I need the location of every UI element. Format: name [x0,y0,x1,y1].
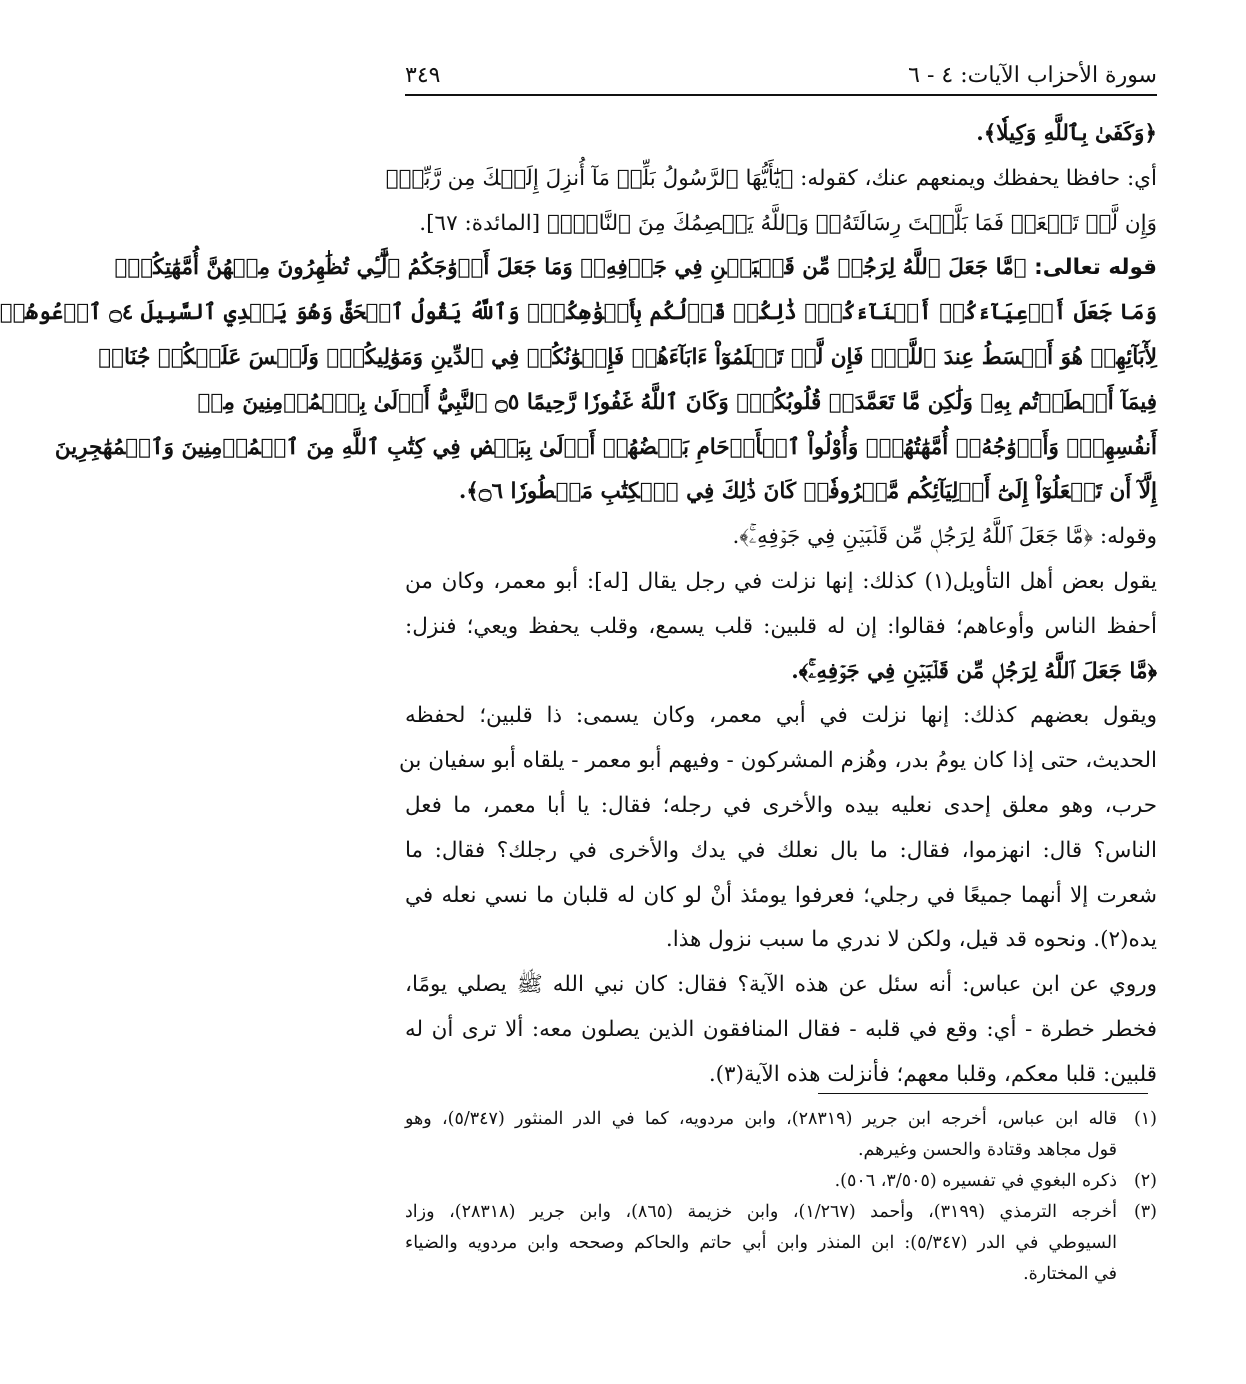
text-line-content: قلبين: قلبا معكم، وقلبا معهم؛ فأنزلت هذه الآية(٣). [708,1061,1157,1087]
footnote-line: أخرجه الترمذي (٣١٩٩)، وأحمد (١/٢٦٧)، وابن خزيمة (٨٦٥)، وابن جرير (٢٨٣١٨)، وزاد [405,1202,1117,1222]
text-line [405,1053,1157,1098]
text-line-content: ﴿وَكَفَىٰ بِٱللَّهِ وَكِيلٗا﴾. [976,121,1157,146]
footnote-line: ذكره البغوي في تفسيره (٣/٥٠٥، ٥٠٦). [834,1171,1117,1191]
page-header [405,48,1157,88]
footnote-text [405,1166,1117,1197]
footnote-line: السيوطي في الدر (٥/٣٤٧): ابن المنذر وابن أبي حاتم والحاكم وصححه وابن مردويه والضياء [405,1233,1117,1253]
text-line-content: حرب، وهو معلق إحدى نعليه بيده والأخرى في رجله؛ فقال: يا أبا معمر، ما فعل [405,792,1157,818]
text-line-content: لِأٓبَآئِهِمۡ هُوَ أَقۡسَطُ عِندَ ٱللَّهِۚ فَإِن لَّمۡ تَعۡلَمُوٓاْ ءَابَآءَهُمۡ فَإِخۡوَٰنُكُمۡ فِي ٱلدِّينِ وَمَوَٰلِيكُمۡۚ وَلَيۡسَ عَلَيۡكُمۡ جُنَاحٞ [98,344,1157,370]
text-line [0,291,1157,336]
footnote-number: (٢) [1133,1171,1157,1191]
footnote-line: قول مجاهد وقتادة والحسن وغيرهم. [857,1140,1117,1160]
text-line-content: أحفظ الناس وأوعاهم؛ فقالوا: إن له قلبين: قلب يسمع، وقلب يحفظ ويعي؛ فنزل: [405,613,1157,639]
text-line [405,829,1157,874]
text-line [405,605,1157,650]
main-text [0,112,1158,1098]
footnote [405,1166,1157,1197]
header-divider [405,94,1157,96]
text-line-content: وَإِن لَّمۡ تَفۡعَلۡ فَمَا بَلَّغۡتَ رِسَالَتَهُۥۚ وَٱللَّهُ يَعۡصِمُكَ مِنَ ٱلنَّاسِۗ﴾ [المائدة: ٦٧]. [419,210,1157,236]
text-line-content: إِلَّآ أَن تَفۡعَلُوٓاْ إِلَىٰٓ أَوۡلِيَآئِكُم مَّعۡرُوفٗاۚ كَانَ ذَٰلِكَ فِي ٱلۡكِتَٰبِ مَسۡطُورٗا ۝٦﴾. [458,479,1157,505]
footnote-text [405,1197,1117,1290]
text-line [405,784,1157,829]
footnote-divider [818,1093,1148,1094]
text-line-content: فِيمَآ أَخۡطَأۡتُم بِهِۦ وَلَٰكِن مَّا تَعَمَّدَتۡ قُلُوبُكُمۡۚ وَكَانَ ٱللَّهُ غَفُورٗا رَّحِيمًا ۝٥ ٱلنَّبِيُّ أَوۡلَىٰ بِٱلۡمُؤۡمِنِينَ مِنۡ [197,389,1157,415]
chapter-title: سورة الأحزاب الآيات: ٤ - ٦ [908,63,1157,88]
text-line [385,157,1157,202]
text-line [405,560,1157,605]
text-line-content: أَنفُسِهِمۡۖ وَأَزۡوَٰجُهُۥٓ أُمَّهَٰتُهُمۡۗ وَأُوْلُواْ ٱلۡأَرۡحَامِ بَعۡضُهُمۡ أَوۡلَىٰ بِبَعۡضٖ فِي كِتَٰبِ ٱللَّهِ مِنَ ٱلۡمُؤۡمِنِينَ وَٱلۡمُهَٰجِرِينَ [54,434,1157,460]
footnotes [405,1104,1157,1290]
text-line-content: يده(٢). ونحوه قد قيل، ولكن لا ندري ما سبب نزول هذا. [665,927,1157,953]
text-line [405,963,1157,1008]
footnote-number: (٣) [1133,1202,1157,1222]
verse-lead-label: قوله تعالى: [1034,255,1157,281]
footnote-number: (١) [1133,1109,1157,1129]
text-line-content: شعرت إلا أنهما جميعًا في رجلي؛ فعرفوا يومئذ أنْ لو كان له قلبان ما نسي نعله في [405,882,1157,908]
text-line-content: وقوله: ﴿مَّا جَعَلَ ٱللَّهُ لِرَجُلٖ مِّن قَلۡبَيۡنِ فِي جَوۡفِهِۦۚ﴾. [732,524,1157,550]
text-line [98,336,1157,381]
text-line [114,246,1157,291]
footnote-line: قاله ابن عباس، أخرجه ابن جرير (٢٨٣١٩)، وابن مردويه، كما في الدر المنثور (٥/٣٤٧)، وهو [405,1109,1117,1129]
text-line [405,470,1157,515]
text-line [405,650,1157,695]
text-line-content: أي: حافظا يحفظك ويمنعهم عنك، كقوله: ﴿يَٰٓأَيُّهَا ٱلرَّسُولُ بَلِّغۡ مَآ أُنزِلَ إِلَيۡكَ مِن رَّبِّكَۖ [385,165,1157,191]
text-line-content: ويقول بعضهم كذلك: إنها نزلت في أبي معمر، وكان يسمى: ذا قلبين؛ لحفظه [405,703,1157,729]
text-line [405,515,1157,560]
footnote [405,1197,1157,1290]
text-line [197,381,1157,426]
page-number: ٣٤٩ [405,63,441,88]
text-line-content: الحديث، حتى إذا كان يومُ بدر، وهُزم المشركون - وفيهم أبو معمر - يلقاه أبو سفيان بن [399,748,1157,774]
text-line [54,426,1157,471]
text-line [405,202,1157,247]
footnote-line: في المختارة. [1023,1264,1117,1284]
text-line [405,112,1157,157]
text-line-content: وروي عن ابن عباس: أنه سئل عن هذه الآية؟ فقال: كان نبي الله ﷺ يصلي يومًا، [405,972,1157,998]
text-line [405,1008,1157,1053]
text-line [405,694,1157,739]
text-line [399,739,1157,784]
text-line-content: ﴿مَّا جَعَلَ ٱللَّهُ لِرَجُلٖ مِّن قَلۡبَيۡنِ فِي جَوۡفِهِۦۚ وَمَا جَعَلَ أَزۡوَٰجَكُمُ ٱلَّٰٓـِٔي تُظَٰهِرُونَ مِنۡهُنَّ أُمَّهَٰتِكُمۡۚ [114,255,1035,281]
text-line-content: يقول بعض أهل التأويل(١) كذلك: إنها نزلت في رجل يقال [له]: أبو معمر، وكان من [405,568,1158,594]
text-line [405,874,1157,919]
footnote-text [405,1104,1117,1166]
text-line-content: فخطر خطرة - أي: وقع في قلبه - فقال المنافقون الذين يصلون معه: ألا ترى أن له [405,1016,1157,1042]
text-line-content: الناس؟ قال: انهزموا، فقال: ما بال نعلك في يدك والأخرى في رجلك؟ فقال: ما [405,837,1157,863]
text-line [405,918,1157,963]
footnote [405,1104,1157,1166]
text-line-content: ﴿مَّا جَعَلَ ٱللَّهُ لِرَجُلٖ مِّن قَلۡبَيۡنِ فِي جَوۡفِهِۦۚ﴾. [791,658,1157,684]
text-line-content: وَمَا جَعَلَ أَدۡعِيَآءَكُمۡ أَبۡنَآءَكُمۡۚ ذَٰلِكُمۡ قَوۡلُكُم بِأَفۡوَٰهِكُمۡۖ وَٱللَّهُ يَقُولُ ٱلۡحَقَّ وَهُوَ يَهۡدِي ٱلسَّبِيلَ ۝٤ ٱدۡعُوهُمۡ [0,300,1157,326]
